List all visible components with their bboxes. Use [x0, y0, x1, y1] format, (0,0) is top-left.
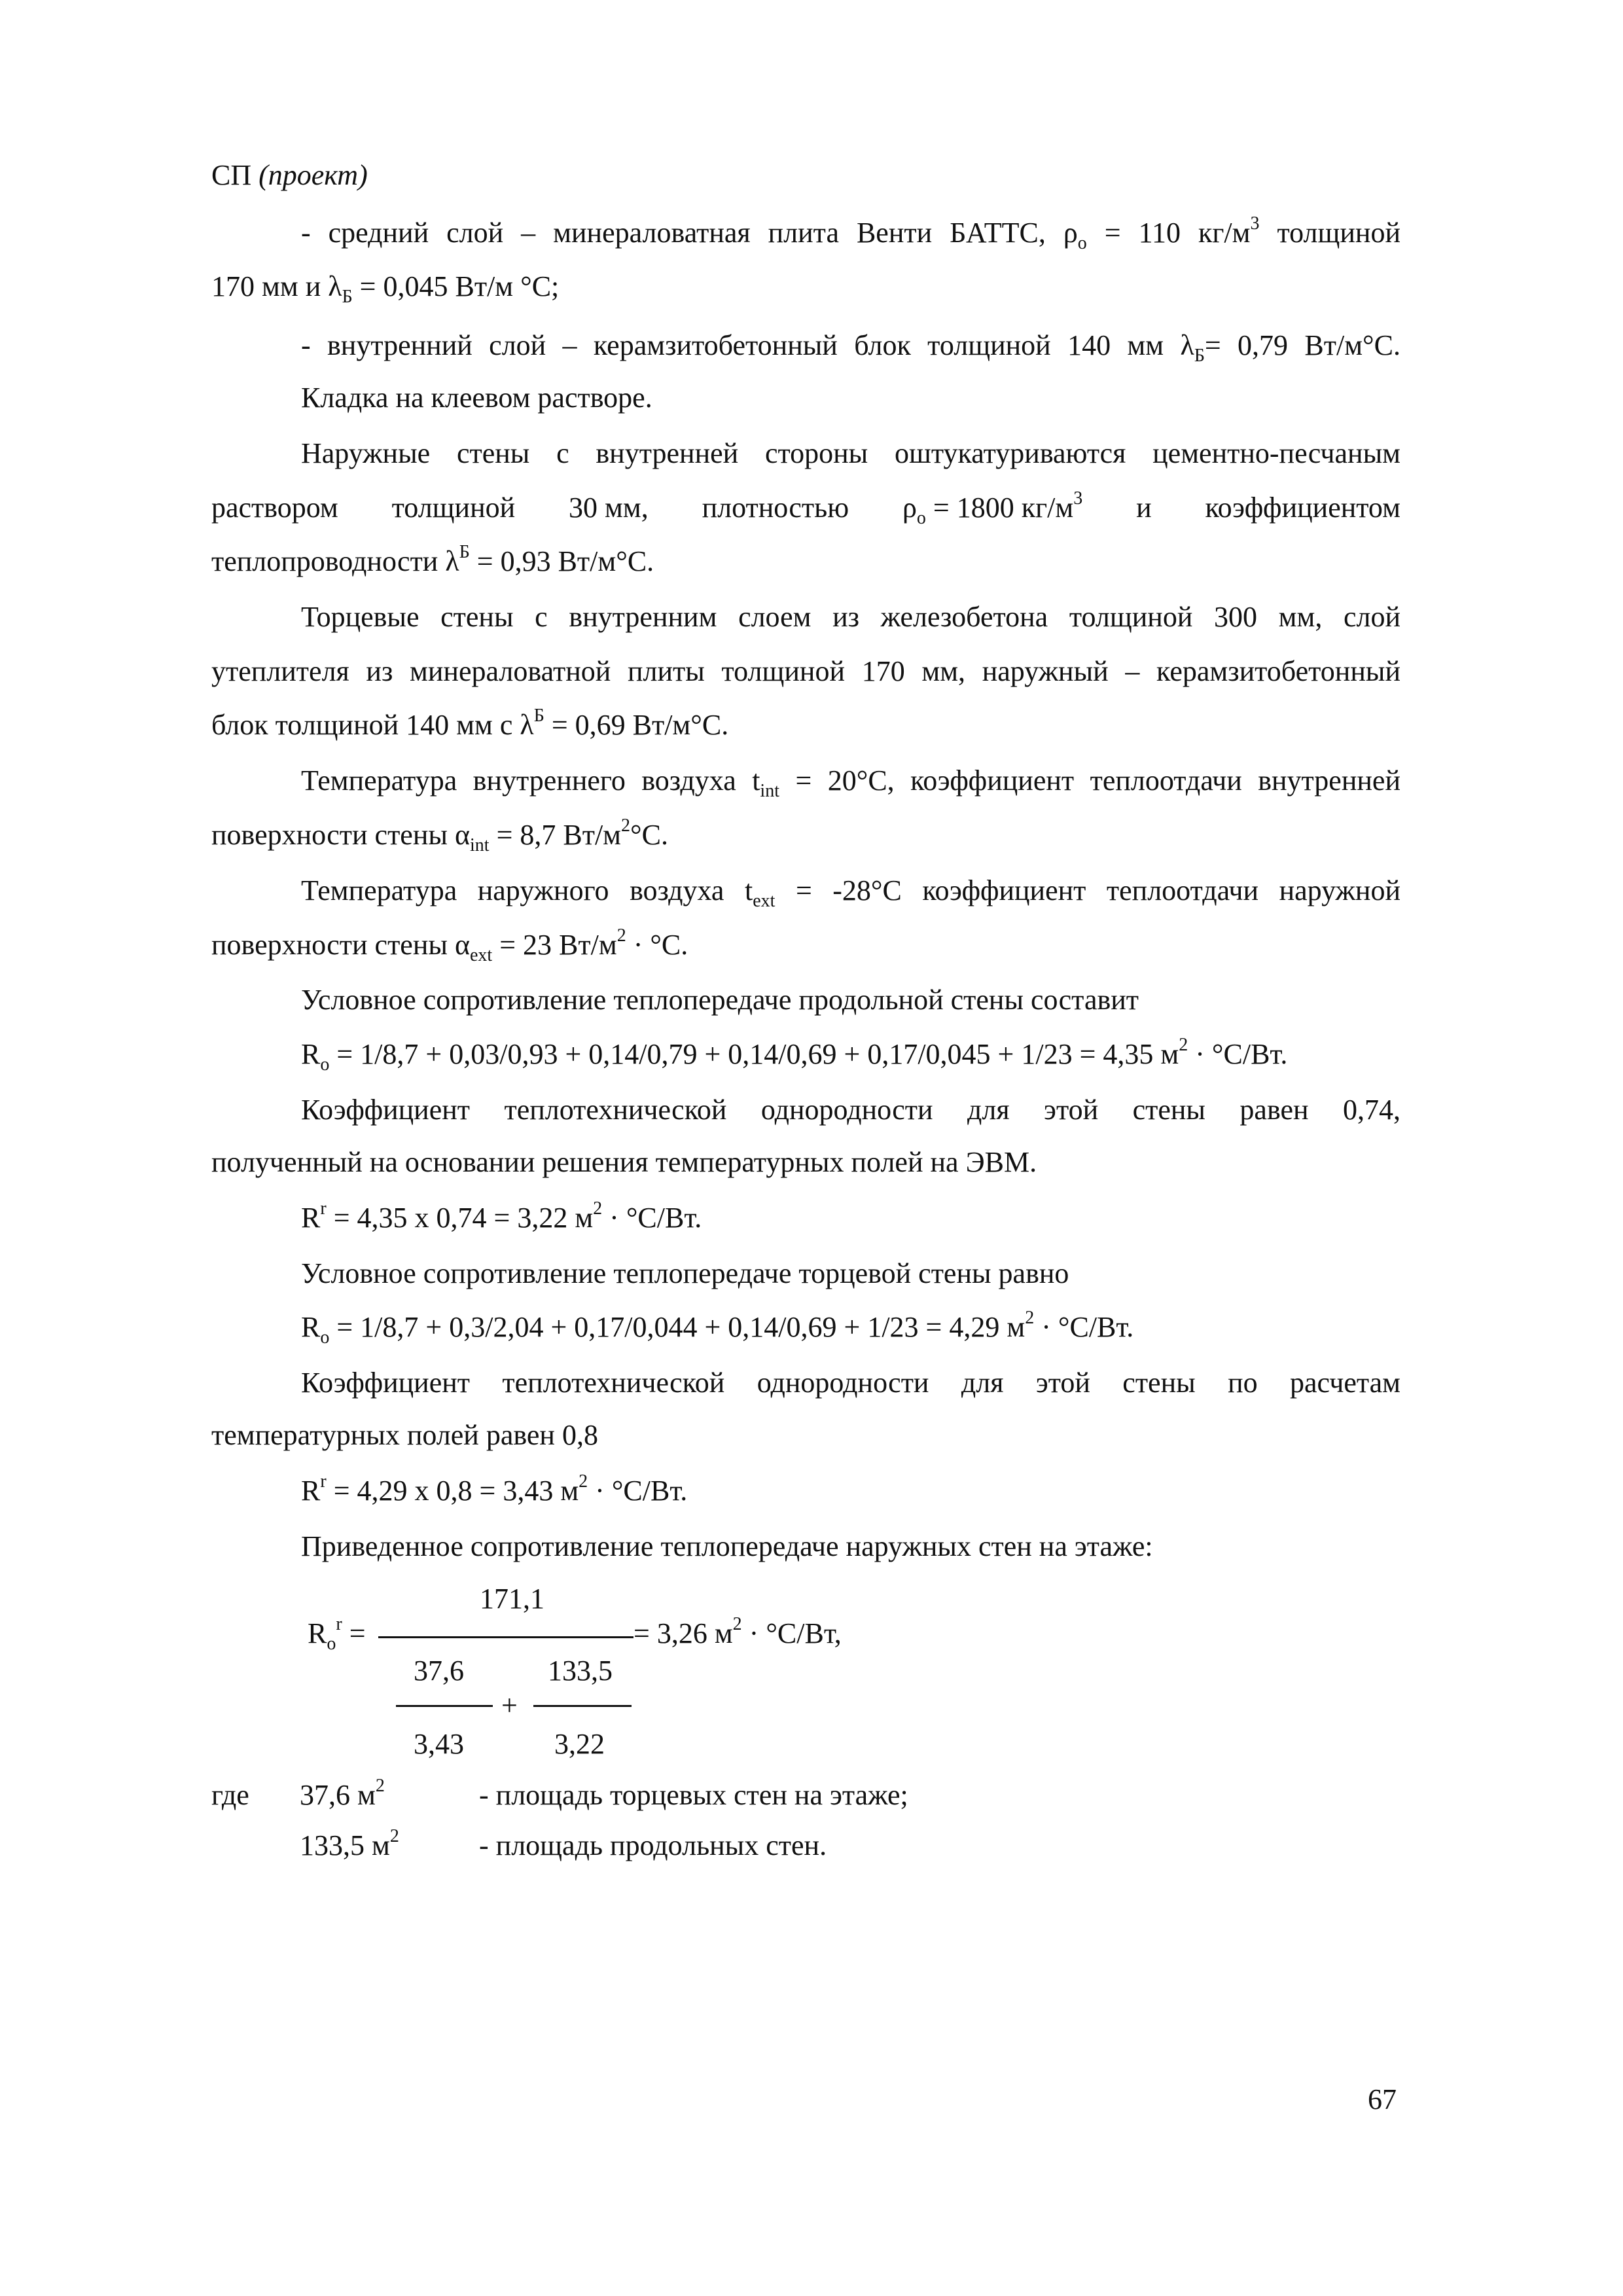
text: толщиной	[1259, 217, 1400, 249]
paragraph-plaster-line-3	[211, 543, 654, 580]
subscript: int	[760, 781, 779, 801]
paragraph-external-air-line-2	[211, 927, 688, 963]
text: · °С/Вт.	[1034, 1311, 1134, 1343]
subscript: о	[327, 1634, 336, 1654]
text: R	[301, 1311, 321, 1343]
text: · °С/Вт.	[588, 1475, 688, 1507]
header-suffix: (проект)	[259, 159, 368, 191]
superscript: 2	[732, 1614, 742, 1634]
superscript: Б	[533, 706, 544, 726]
text: Температура внутреннего воздуха t	[301, 764, 760, 797]
superscript: 2	[375, 1776, 385, 1796]
text: - средний слой – минераловатная плита Венти БАТТС, ρ	[301, 217, 1078, 249]
fraction-1-bar	[396, 1705, 493, 1707]
text: = 0,045 Вт/м °С;	[352, 270, 560, 302]
word: 30 мм,	[569, 492, 649, 524]
word: плотностью	[702, 492, 849, 524]
text: 37,6	[414, 1655, 464, 1687]
equation-rhs	[633, 1615, 842, 1652]
fraction-2-numerator	[548, 1653, 613, 1689]
subscript: ext	[470, 945, 493, 965]
legend-row-2-value	[300, 1827, 399, 1864]
equation-numerator	[480, 1581, 544, 1617]
text: 133,5 м	[300, 1829, 390, 1861]
density-value	[902, 490, 1082, 526]
text: - площадь торцевых стен на этаже;	[479, 1779, 908, 1811]
text: Наружные стены с внутренней стороны оштукатуриваются цементно-песчаным	[301, 437, 1400, 469]
legend-where	[211, 1777, 249, 1814]
text: 3,22	[554, 1728, 605, 1760]
paragraph-homogeneity-longitudinal-line-2	[211, 1144, 1037, 1181]
text: = 110 кг/м	[1086, 217, 1251, 249]
fraction-1-denominator	[414, 1726, 464, 1763]
text: - площадь продольных стен.	[479, 1829, 827, 1861]
paragraph-homogeneity-longitudinal-line-1	[301, 1092, 1400, 1128]
text: = 1/8,7 + 0,3/2,04 + 0,17/0,044 + 0,14/0,69 + 1/23 = 4,29 м	[329, 1311, 1026, 1343]
text: 171,1	[480, 1583, 544, 1615]
text: Температура наружного воздуха t	[301, 874, 753, 906]
paragraph-middle-layer-line-1	[301, 215, 1400, 251]
superscript: r	[320, 1198, 327, 1219]
word: толщиной	[391, 492, 516, 524]
paragraph-end-walls-line-2	[211, 653, 1400, 690]
equation-rr-end-wall	[301, 1473, 687, 1509]
subscript: о	[320, 1327, 330, 1348]
legend-row-2-description	[479, 1827, 827, 1864]
word: и	[1136, 492, 1152, 524]
superscript: r	[320, 1471, 327, 1492]
text: R	[301, 1475, 321, 1507]
superscript: r	[336, 1614, 342, 1634]
paragraph-masonry	[301, 380, 652, 416]
legend-row-1-description	[479, 1777, 908, 1814]
paragraph-internal-air-line-2	[211, 817, 668, 853]
equation-rr-longitudinal	[301, 1200, 702, 1236]
text: = -28°С коэффициент теплоотдачи наружной	[775, 874, 1400, 906]
text: = 4,35 x 0,74 = 3,22 м	[326, 1202, 594, 1234]
text: ρ	[902, 492, 917, 524]
subscript: int	[470, 835, 490, 855]
text: °С.	[630, 819, 668, 851]
text: = 0,69 Вт/м°С.	[544, 709, 729, 741]
text: Кладка на клеевом растворе.	[301, 382, 652, 414]
text: Приведенное сопротивление теплопередаче наружных стен на этаже:	[301, 1530, 1153, 1562]
text: · °С/Вт.	[602, 1202, 702, 1234]
paragraph-end-wall-resistance	[301, 1255, 1069, 1292]
header-prefix: СП	[211, 159, 252, 191]
text: 3,43	[414, 1728, 464, 1760]
text: Торцевые стены с внутренним слоем из железобетона толщиной 300 мм, слой	[301, 601, 1400, 633]
equation-ro-end-wall	[301, 1309, 1133, 1346]
text: = 0,79 Вт/м°С.	[1204, 329, 1400, 361]
equation-lhs	[308, 1615, 366, 1652]
subscript: ext	[753, 891, 776, 911]
superscript: 2	[616, 925, 626, 946]
text: = 1/8,7 + 0,03/0,93 + 0,14/0,79 + 0,14/0,69 + 0,17/0,045 + 1/23 = 4,35 м	[329, 1038, 1179, 1070]
paragraph-end-walls-line-1	[301, 599, 1400, 636]
fraction-1-numerator	[414, 1653, 464, 1689]
text: поверхности стены α	[211, 819, 470, 851]
paragraph-plaster-line-2	[211, 490, 1400, 526]
paragraph-internal-air-line-1	[301, 762, 1400, 799]
superscript: 3	[1250, 213, 1260, 234]
word: раствором	[211, 492, 338, 524]
text: Коэффициент теплотехнической однородности для этой стены по расчетам	[301, 1367, 1400, 1399]
text: R	[301, 1038, 321, 1070]
text: +	[501, 1689, 518, 1721]
page-number: 67	[1368, 2083, 1397, 2115]
text: 37,6 м	[300, 1779, 376, 1811]
text: = 20°С, коэффициент теплоотдачи внутренней	[779, 764, 1401, 797]
text: блок толщиной 140 мм с λ	[211, 709, 534, 741]
text: · °С/Вт.	[1188, 1038, 1288, 1070]
fraction-2-bar	[533, 1705, 632, 1707]
text: - внутренний слой – керамзитобетонный блок толщиной 140 мм λ	[301, 329, 1194, 361]
text: Коэффициент теплотехнической однородности для этой стены равен 0,74,	[301, 1094, 1400, 1126]
paragraph-inner-layer	[301, 327, 1400, 364]
text: R	[301, 1202, 321, 1234]
text: где	[211, 1779, 249, 1811]
paragraph-external-air-line-1	[301, 872, 1400, 909]
subscript: Б	[1194, 346, 1205, 366]
text: 133,5	[548, 1655, 613, 1687]
superscript: 2	[1179, 1035, 1188, 1055]
paragraph-longitudinal-resistance	[301, 982, 1139, 1018]
paragraph-homogeneity-end-line-2	[211, 1417, 598, 1454]
text: = 4,29 x 0,8 = 3,43 м	[326, 1475, 579, 1507]
word: коэффициентом	[1205, 492, 1400, 524]
paragraph-end-walls-line-3	[211, 707, 728, 744]
text: утеплителя из минераловатной плиты толщиной 170 мм, наружный – керамзитобетонный	[211, 655, 1400, 687]
text: поверхности стены α	[211, 929, 470, 961]
text: = 23 Вт/м	[492, 929, 617, 961]
text: =	[342, 1617, 366, 1649]
text: Условное сопротивление теплопередаче продольной стены составит	[301, 984, 1139, 1016]
text: теплопроводности λ	[211, 545, 459, 577]
superscript: Б	[459, 542, 470, 562]
superscript: 2	[1025, 1308, 1035, 1328]
subscript: Б	[342, 287, 353, 307]
paragraph-plaster-line-1	[301, 435, 1400, 472]
text: = 1800 кг/м	[925, 492, 1074, 524]
text: температурных полей равен 0,8	[211, 1419, 598, 1451]
running-header	[211, 157, 368, 194]
text: · °С.	[626, 929, 688, 961]
text: полученный на основании решения температурных полей на ЭВМ.	[211, 1146, 1037, 1178]
fraction-plus	[501, 1687, 518, 1724]
superscript: 2	[579, 1471, 588, 1492]
superscript: 2	[389, 1826, 399, 1846]
fraction-2-denominator	[554, 1726, 605, 1763]
superscript: 2	[593, 1198, 603, 1219]
text: R	[308, 1617, 327, 1649]
legend-row-1-value	[300, 1777, 385, 1814]
subscript: о	[916, 508, 926, 528]
text: 170 мм и λ	[211, 270, 342, 302]
subscript: о	[1077, 233, 1087, 253]
text: Условное сопротивление теплопередаче торцевой стены равно	[301, 1257, 1069, 1289]
text: · °С/Вт,	[741, 1617, 842, 1649]
main-fraction-bar	[378, 1636, 633, 1638]
paragraph-homogeneity-end-line-1	[301, 1365, 1400, 1401]
subscript: о	[320, 1054, 330, 1075]
text: = 0,93 Вт/м°С.	[469, 545, 654, 577]
superscript: 3	[1073, 488, 1083, 509]
paragraph-reduced-resistance	[301, 1528, 1153, 1565]
equation-ro-longitudinal	[301, 1036, 1287, 1073]
paragraph-middle-layer-line-2	[211, 268, 559, 305]
superscript: 2	[621, 816, 631, 836]
text: = 3,26 м	[633, 1617, 733, 1649]
text: = 8,7 Вт/м	[489, 819, 622, 851]
